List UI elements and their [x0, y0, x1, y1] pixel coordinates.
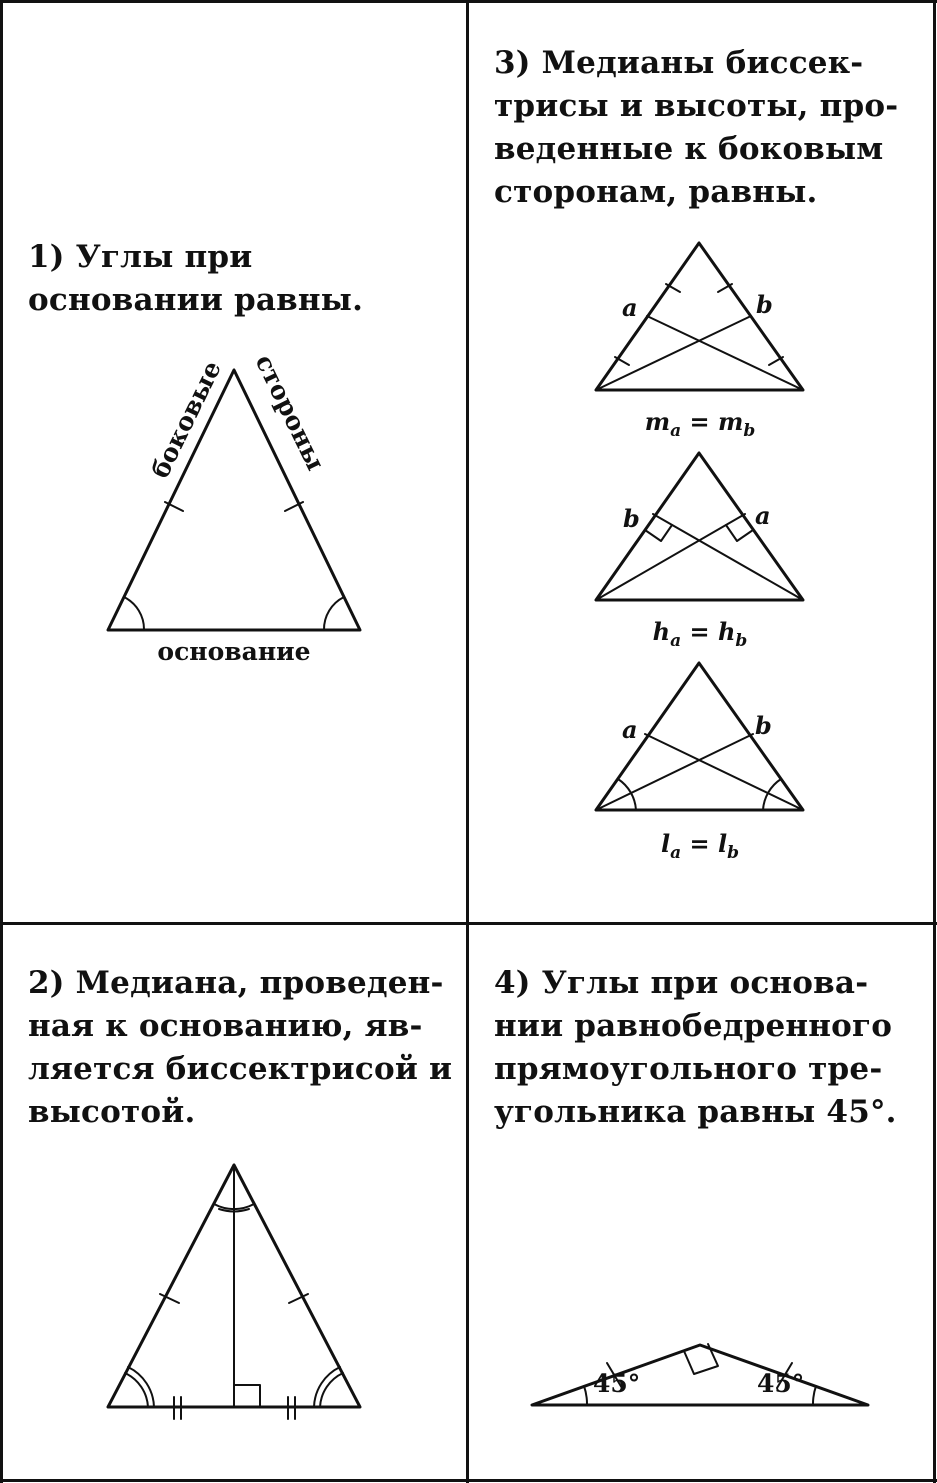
- angle-arc: [813, 1386, 816, 1405]
- angle-arc: [324, 597, 344, 630]
- heading-line: основании равны.: [28, 282, 364, 318]
- equation-altitudes: ha = hb: [652, 617, 748, 651]
- triangle-2: [108, 1165, 360, 1419]
- side-label-b: b: [623, 504, 640, 533]
- triangle-4: [532, 1344, 868, 1405]
- right-angle-mark: [726, 525, 753, 541]
- side-label-a: a: [622, 715, 638, 744]
- heading-line: 1) Углы при: [28, 239, 253, 275]
- heading-line: 4) Углы при основа-: [494, 965, 869, 1001]
- median-line: [596, 316, 751, 390]
- side-label-b: b: [756, 290, 773, 319]
- angle-arc: [124, 597, 144, 630]
- angle-arc: [584, 1386, 587, 1405]
- heading-line: веденные к боковым: [494, 131, 884, 167]
- right-angle-mark: [234, 1385, 260, 1407]
- base-label: основание: [157, 637, 311, 666]
- heading-line: высотой.: [28, 1094, 196, 1130]
- heading-line: 3) Медианы биссек-: [494, 45, 864, 81]
- angle-arc: [125, 1373, 148, 1407]
- side-label-b: b: [755, 711, 772, 740]
- angle-label-right: 45°: [757, 1369, 805, 1398]
- equation-bisectors: la = lb: [661, 829, 739, 863]
- triangle-1-outline: [108, 370, 360, 630]
- bisector-line: [645, 734, 803, 810]
- right-angle-mark: [645, 525, 672, 541]
- heading-line: сторонам, равны.: [494, 174, 818, 210]
- median-line: [647, 316, 803, 390]
- side-label-a: a: [622, 293, 638, 322]
- triangle-4-outline: [532, 1345, 868, 1405]
- side-label-right: стороны: [249, 349, 331, 475]
- heading-line: 2) Медиана, проведен-: [28, 965, 444, 1001]
- heading-line: ляется биссектрисой и: [28, 1051, 453, 1087]
- triangle-1: [108, 370, 360, 630]
- heading-line: нии равнобедренного: [494, 1008, 893, 1044]
- angle-label-left: 45°: [593, 1369, 641, 1398]
- heading-line: трисы и высоты, про-: [494, 88, 899, 124]
- side-label-left: боковые: [145, 356, 227, 483]
- equation-medians: ma = mb: [644, 407, 756, 441]
- heading-line: прямоугольного тре-: [494, 1051, 883, 1087]
- heading-line: угольника равны 45°.: [494, 1094, 897, 1130]
- angle-arc: [320, 1373, 343, 1407]
- side-label-a: a: [755, 501, 771, 530]
- heading-line: ная к основанию, яв-: [28, 1008, 423, 1044]
- bisector-line: [596, 734, 753, 810]
